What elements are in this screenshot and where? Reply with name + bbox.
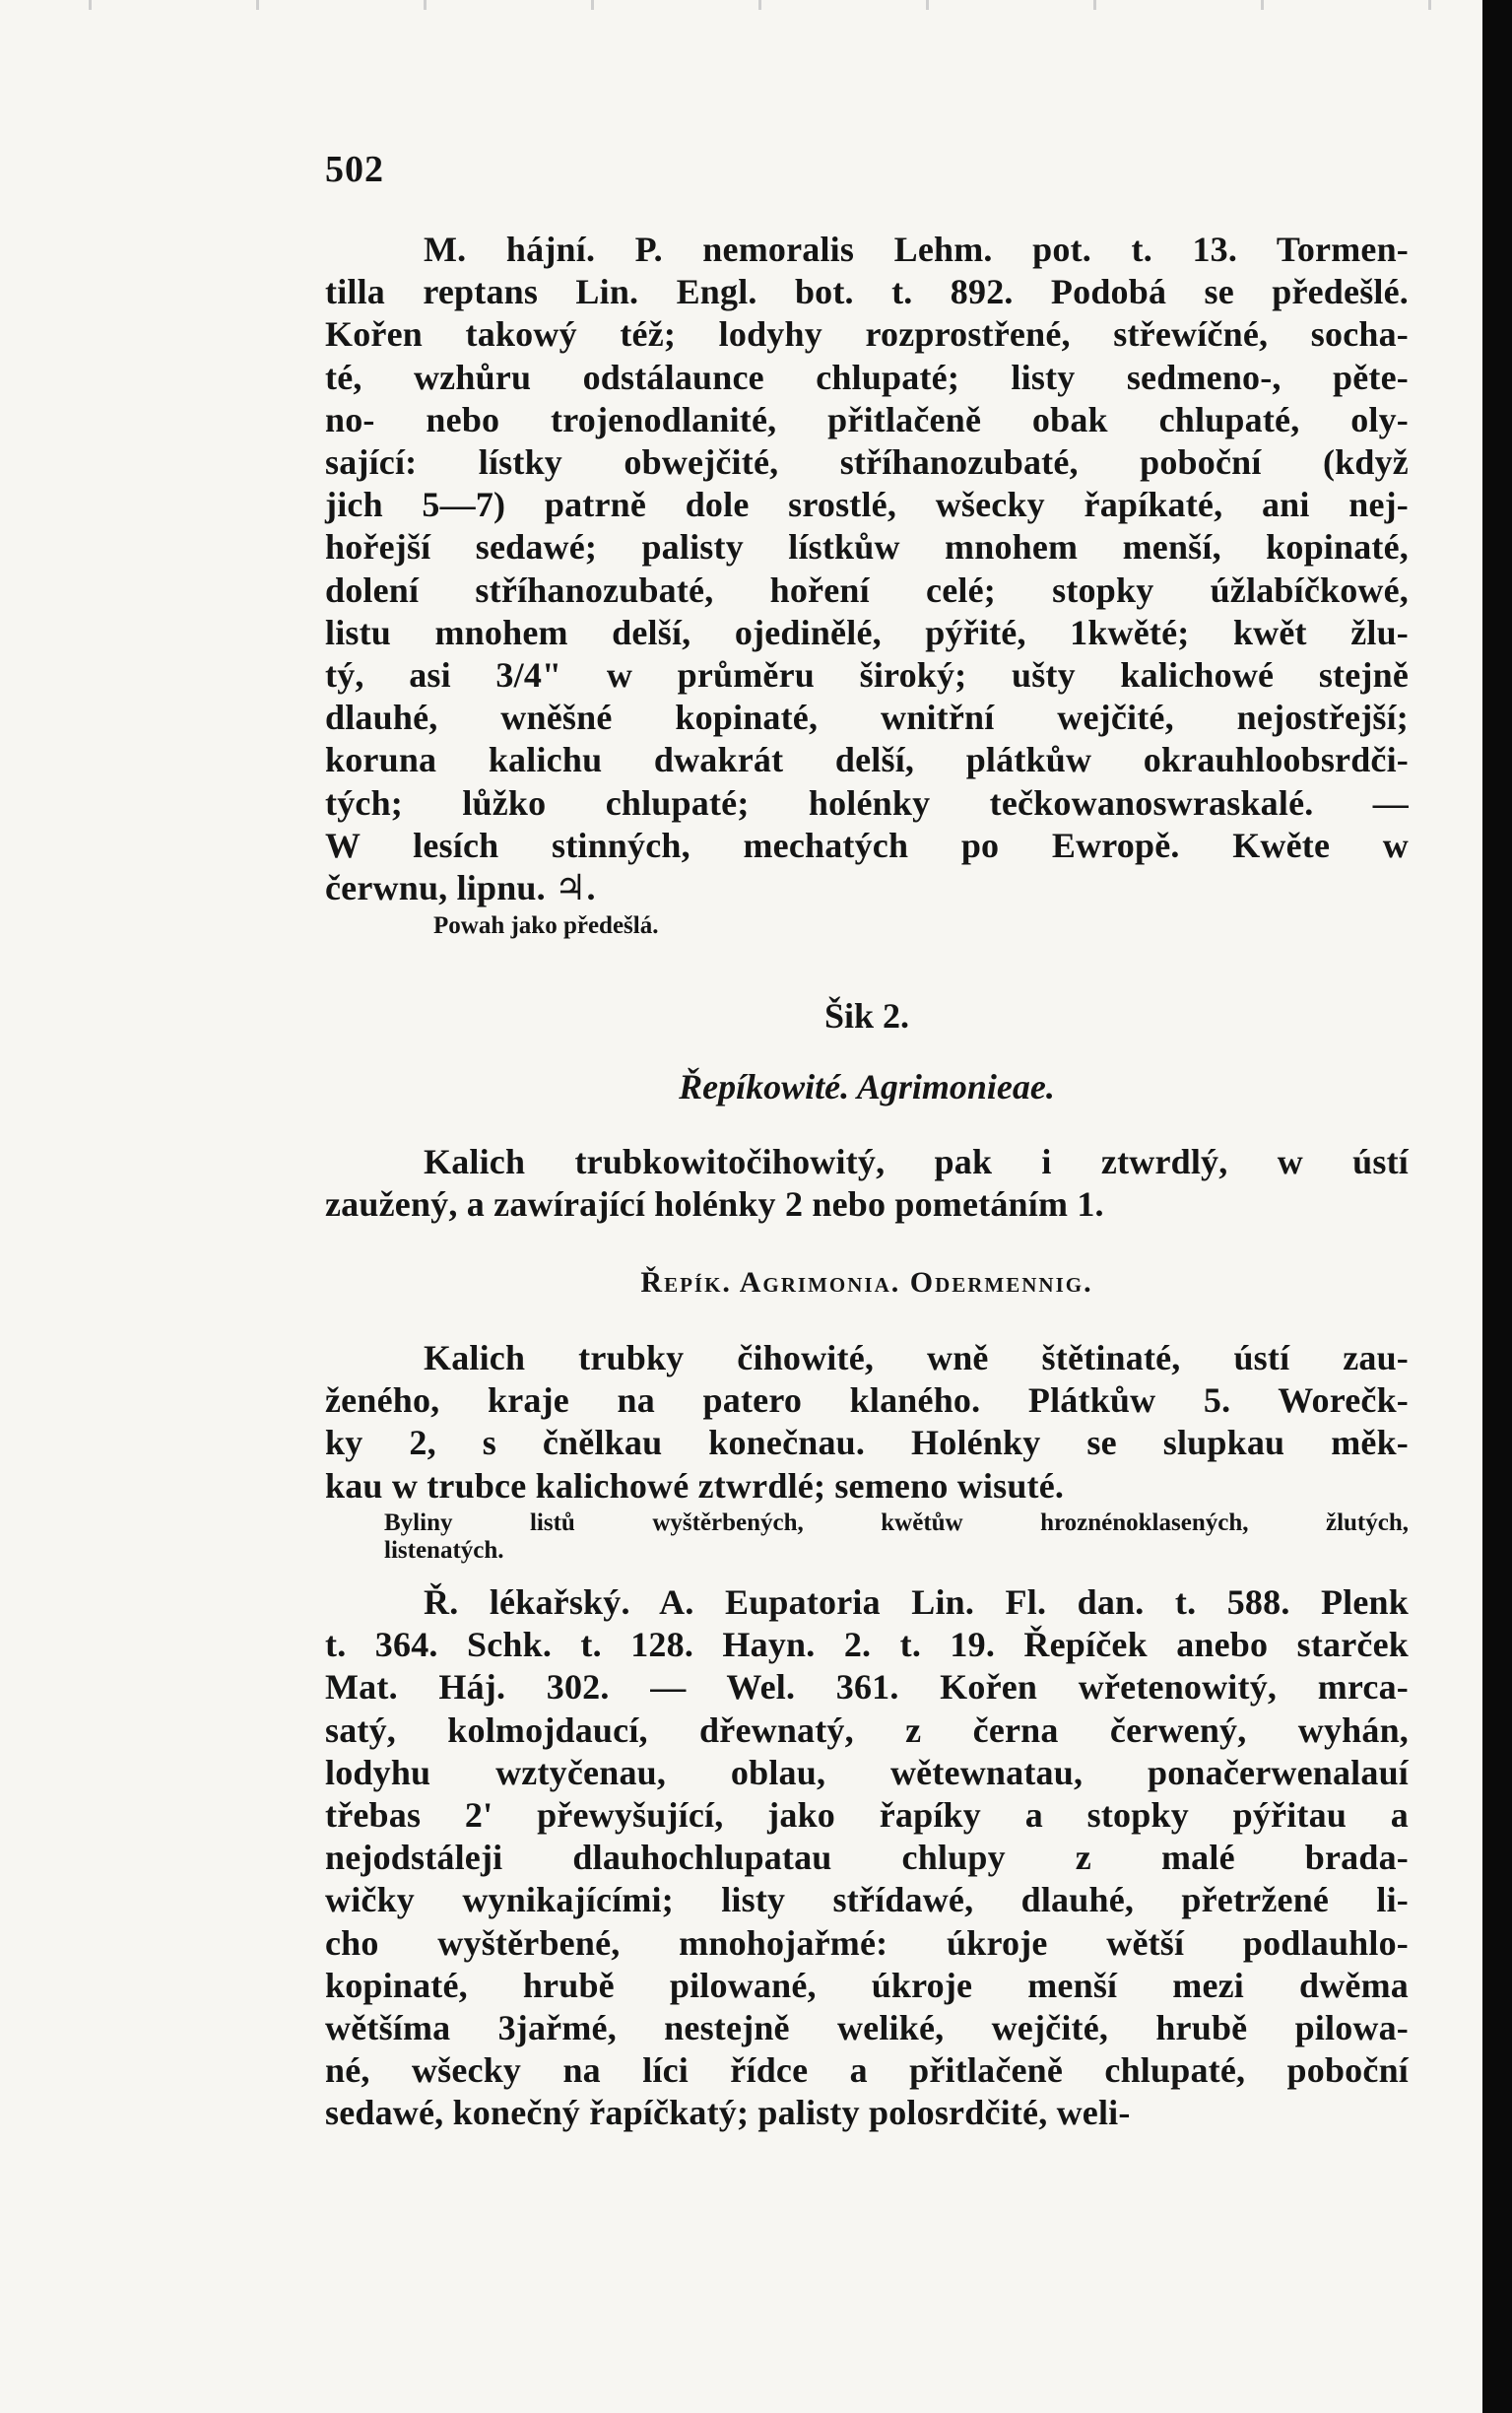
- text-line: Byliny listů wyštěrbených, kwětůw hroznénoklasených, žlutých,: [384, 1509, 1409, 1536]
- text-line: listenatých.: [384, 1537, 504, 1564]
- text-line: sedawé, konečný řapíčkatý; palisty polosrdčité, weli-: [325, 2093, 1131, 2133]
- text-line: satý, kolmojdaucí, dřewnatý, z černa čerwený, wyhán,: [325, 1709, 1409, 1750]
- scan-edge: [1482, 0, 1512, 2413]
- text-line: dlauhé, wněšné kopinaté, wnitřní wejčité, nejostřejší;: [325, 698, 1409, 738]
- text-line: W lesích stinných, mechatých po Ewropě. Kwěte w: [325, 825, 1409, 865]
- page-number: 502: [325, 149, 384, 190]
- text-line: koruna kalichu dwakrát delší, plátkůw okrauhloobsrdči-: [325, 740, 1409, 780]
- text-line: nejodstáleji dlauhochlupatau chlupy z malé brada-: [325, 1838, 1409, 1878]
- text-line: M. hájní. P. nemoralis Lehm. pot. t. 13. Tormen-: [424, 230, 1409, 269]
- text-line: né, wšecky na líci řídce a přitlačeně chlupaté, poboční: [325, 2050, 1409, 2091]
- text-line: jich 5—7) patrně dole srostlé, wšecky řapíkaté, ani nej-: [325, 485, 1409, 525]
- text-line: Kořen takowý též; lodyhy rozprostřené, střewíčné, socha-: [325, 314, 1409, 355]
- text-line: no- nebo trojenodlanité, přitlačeně obak chlupaté, oly-: [325, 399, 1409, 439]
- note-genus-habit: [384, 1509, 1409, 1565]
- text-line: Mat. Háj. 302. — Wel. 361. Kořen wřetenowitý, mrca-: [325, 1667, 1409, 1708]
- text-line: sající: lístky obwejčité, stříhanozubaté, poboční (když: [325, 442, 1409, 483]
- text-line: wětšíma 3jařmé, nestejně weliké, wejčité, hrubě pilowa-: [325, 2008, 1409, 2048]
- text-line: třebas 2' přewyšující, jako řapíky a stopky pýřitau a: [325, 1795, 1409, 1836]
- paragraph-agrimonia-eupatoria: [325, 1581, 1409, 2135]
- text-line: wičky wynikajícími; listy střídawé, dlauhé, přetržené li-: [325, 1880, 1409, 1920]
- text-line: kau w trubce kalichowé ztwrdlé; semeno wisuté.: [325, 1465, 1065, 1506]
- text-line: hořejší sedawé; palisty lístkůw mnohem menší, kopinaté,: [325, 527, 1409, 568]
- paragraph-potentilla-nemoralis: [325, 229, 1409, 909]
- text-line: čerwnu, lipnu. ♃.: [325, 868, 596, 908]
- page-top-edge: [0, 0, 1482, 10]
- note-powah: Powah jako předešlá.: [433, 912, 659, 939]
- text-line: Ř. lékařský. A. Eupatoria Lin. Fl. dan. t. 588. Plenk: [424, 1582, 1409, 1622]
- text-line: té, wzhůru odstálaunce chlupaté; listy sedmeno-, pěte-: [325, 357, 1409, 397]
- text-line: kopinaté, hrubě pilowané, úkroje menší mezi dwěma: [325, 1965, 1409, 2005]
- text-line: tý, asi 3/4" w průměru široký; ušty kalichowé stejně: [325, 655, 1409, 696]
- text-line: Kalich trubkowitočihowitý, pak i ztwrdlý, w ústí: [424, 1142, 1409, 1181]
- text-line: zaužený, a zawírající holénky 2 nebo pometáním 1.: [325, 1184, 1104, 1225]
- text-line: tých; lůžko chlupaté; holénky tečkowanoswraskalé. —: [325, 782, 1409, 823]
- text-line: Kalich trubky čihowité, wně štětinaté, ústí zau-: [424, 1338, 1409, 1377]
- genus-heading: Řepík. Agrimonia. Odermennig.: [640, 1266, 1093, 1299]
- section-heading: Šik 2.: [823, 996, 910, 1036]
- text-line: t. 364. Schk. t. 128. Hayn. 2. t. 19. Řepíček anebo starček: [325, 1625, 1409, 1665]
- text-line: ženého, kraje na patero klaného. Plátkůw 5. Worečk-: [325, 1380, 1409, 1421]
- family-heading: Řepíkowité. Agrimonieae.: [679, 1067, 1055, 1106]
- text-line: listu mnohem delší, ojedinělé, pýřité, 1kwěté; kwět žlu-: [325, 612, 1409, 652]
- paragraph-genus-description: [325, 1337, 1409, 1508]
- paragraph-family-description: [325, 1141, 1409, 1226]
- text-line: cho wyštěrbené, mnohojařmé: úkroje wětší podlauhlo-: [325, 1922, 1409, 1963]
- text-line: tilla reptans Lin. Engl. bot. t. 892. Podobá se předešlé.: [325, 272, 1409, 312]
- text-line: lodyhu wztyčenau, oblau, wětewnatau, ponačerwenalauí: [325, 1752, 1409, 1792]
- text-line: dolení stříhanozubaté, hoření celé; stopky úžlabíčkowé,: [325, 570, 1409, 610]
- text-line: ky 2, s čnělkau konečnau. Holénky se slupkau měk-: [325, 1423, 1409, 1463]
